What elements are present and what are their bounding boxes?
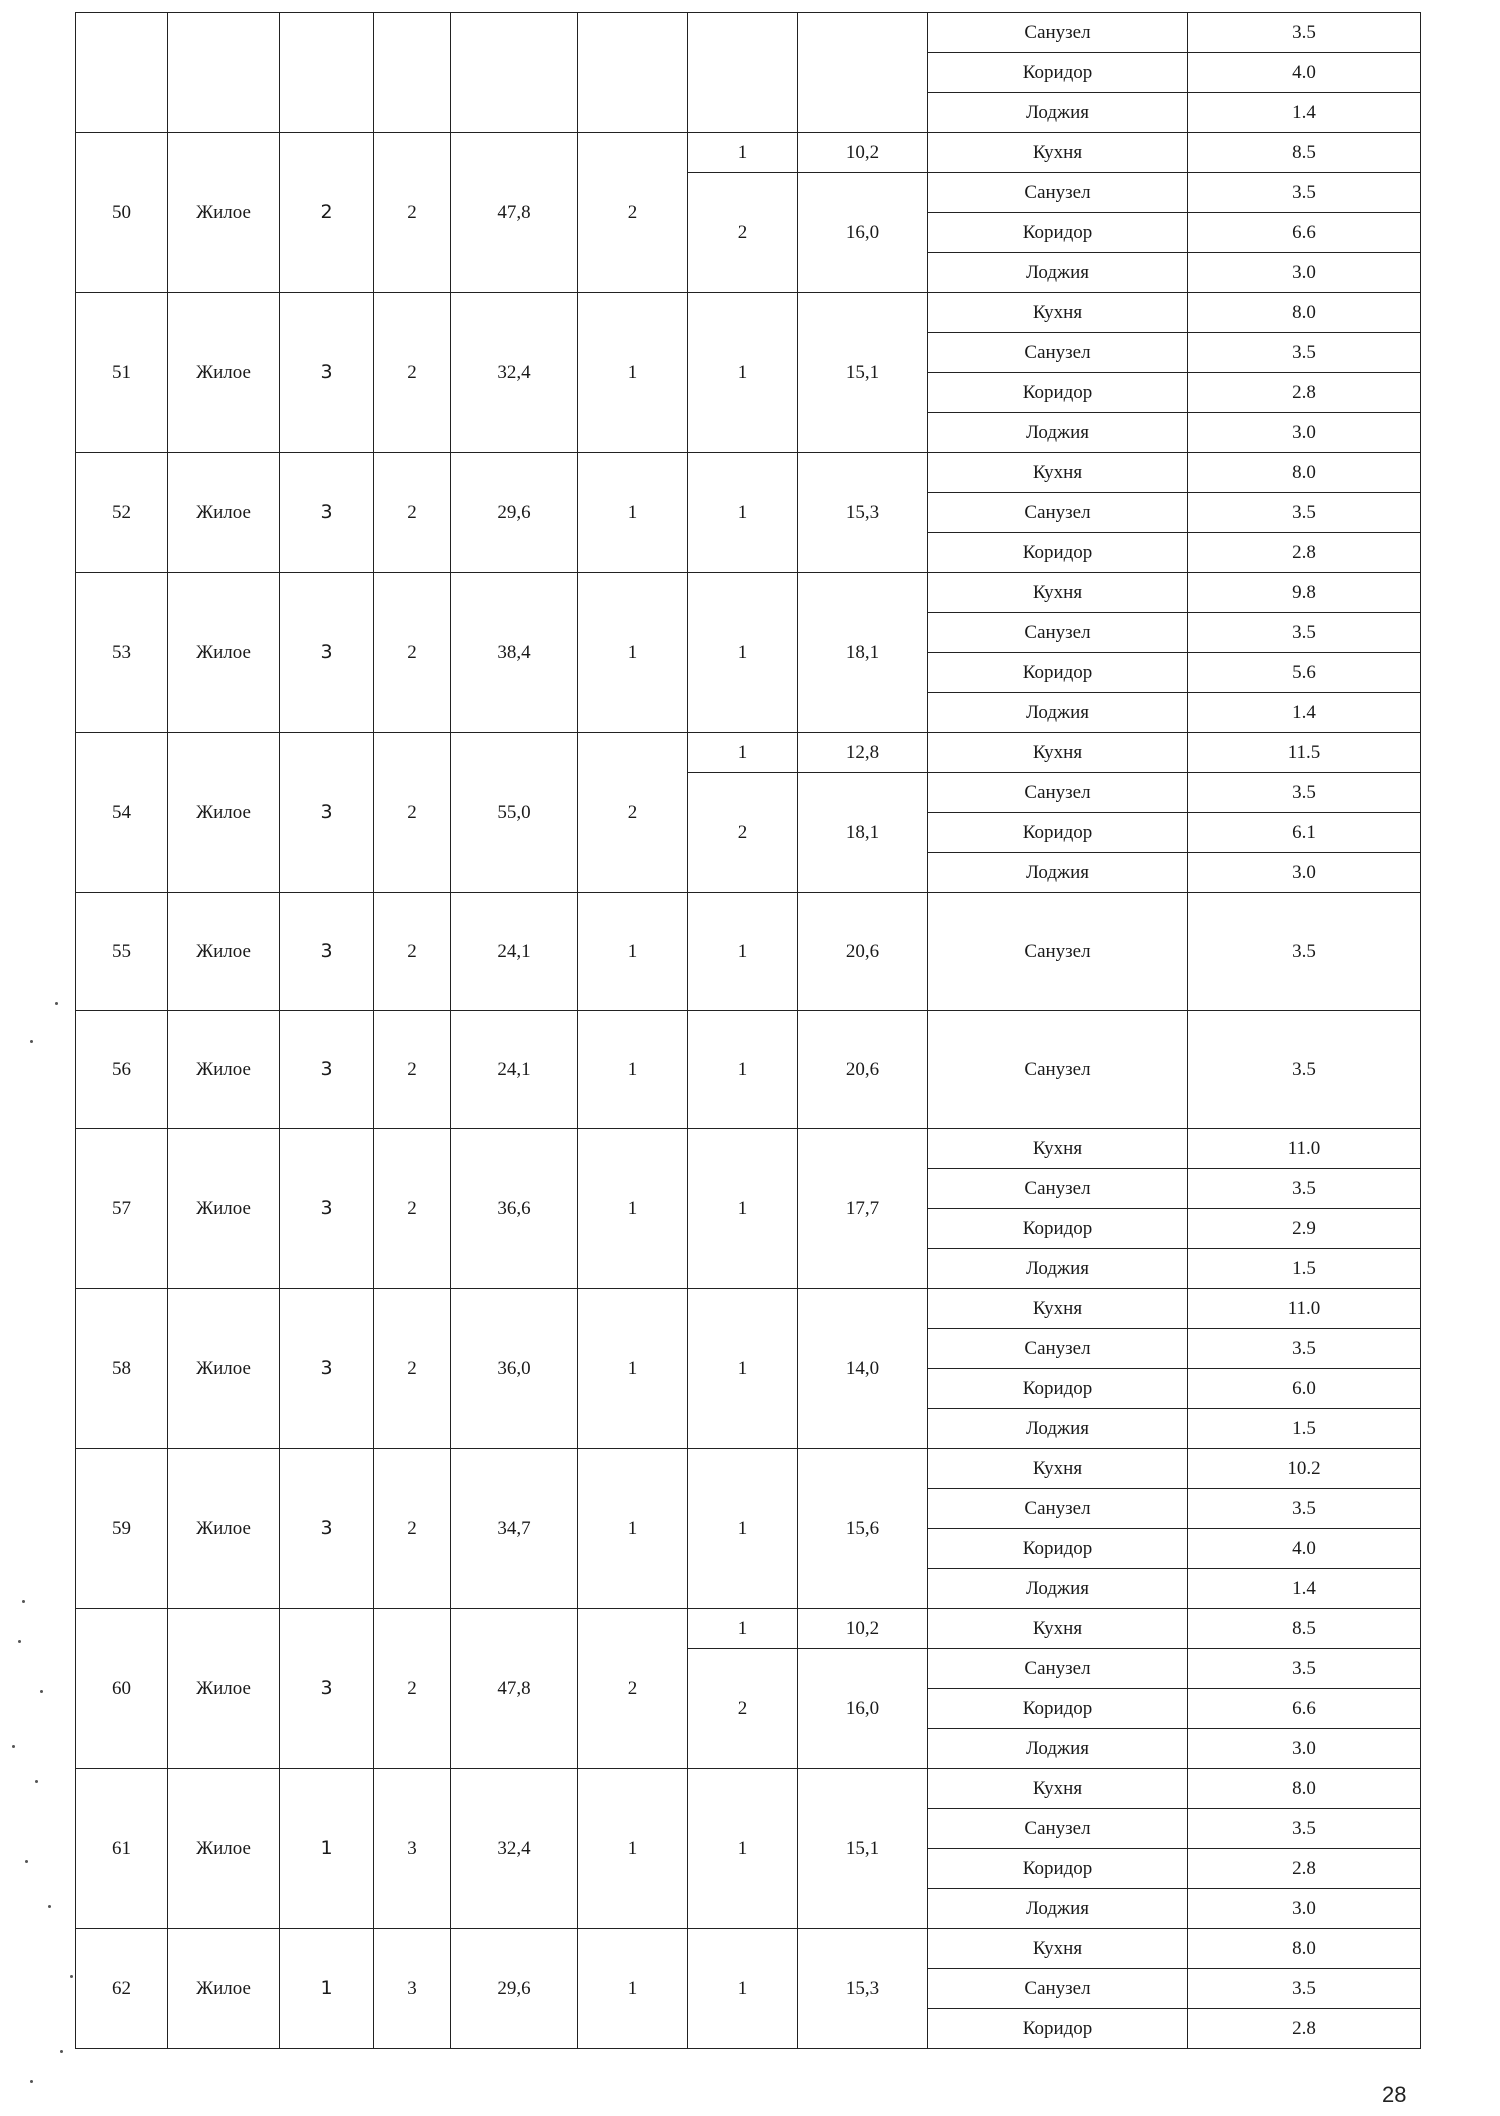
- living-room-area: 15,1: [798, 293, 928, 453]
- aux-room-name: Кухня: [928, 573, 1188, 613]
- living-room-number: 1: [688, 1129, 798, 1289]
- aux-room-area: 4.0: [1188, 1529, 1421, 1569]
- apartment-total-area: 47,8: [451, 1609, 578, 1769]
- aux-room-area: 3.5: [1188, 1011, 1421, 1129]
- apartment-total-area: 24,1: [451, 893, 578, 1011]
- aux-room-area: 3.5: [1188, 1489, 1421, 1529]
- apartment-rooms-count: 1: [578, 1289, 688, 1449]
- apartment-floor: 2: [374, 893, 451, 1011]
- aux-room-area: 3.5: [1188, 1809, 1421, 1849]
- aux-room-area: 6.1: [1188, 813, 1421, 853]
- aux-room-name: Санузел: [928, 173, 1188, 213]
- apartment-floor: 2: [374, 1011, 451, 1129]
- apartment-type: Жилое: [168, 1011, 280, 1129]
- living-room-number: 1: [688, 733, 798, 773]
- living-room-area: 18,1: [798, 773, 928, 893]
- living-room-area: 10,2: [798, 1609, 928, 1649]
- aux-room-area: 1.4: [1188, 1569, 1421, 1609]
- apartment-floor: 2: [374, 1609, 451, 1769]
- apartment-number: 57: [76, 1129, 168, 1289]
- living-room-number: 1: [688, 1011, 798, 1129]
- living-room-area: 20,6: [798, 893, 928, 1011]
- apartment-section: 3: [280, 1129, 374, 1289]
- living-room-number: 1: [688, 1929, 798, 2049]
- apartment-rooms-count: 1: [578, 893, 688, 1011]
- scan-speck: [12, 1745, 15, 1748]
- aux-room-name: Кухня: [928, 1609, 1188, 1649]
- aux-room-area: 8.0: [1188, 293, 1421, 333]
- apartment-floor: 3: [374, 1929, 451, 2049]
- scan-speck: [25, 1860, 28, 1863]
- aux-room-area: 3.5: [1188, 173, 1421, 213]
- apartment-section: 3: [280, 1011, 374, 1129]
- cell-section-empty: [280, 13, 374, 133]
- apartment-rooms-count: 1: [578, 1129, 688, 1289]
- aux-room-area: 11.0: [1188, 1289, 1421, 1329]
- apartment-section: 3: [280, 453, 374, 573]
- aux-room-name: Лоджия: [928, 1249, 1188, 1289]
- aux-room-name: Лоджия: [928, 1569, 1188, 1609]
- aux-room-name: Коридор: [928, 533, 1188, 573]
- scan-speck: [70, 1975, 73, 1978]
- aux-room-area: 1.5: [1188, 1409, 1421, 1449]
- table-row: [76, 1769, 1421, 1809]
- aux-room-area: 3.5: [1188, 493, 1421, 533]
- aux-room-name: Санузел: [928, 493, 1188, 533]
- apartment-rooms-count: 1: [578, 1011, 688, 1129]
- aux-room-name: Лоджия: [928, 413, 1188, 453]
- aux-room-area: 8.5: [1188, 1609, 1421, 1649]
- aux-room-name: Лоджия: [928, 693, 1188, 733]
- aux-room-name: Санузел: [928, 1649, 1188, 1689]
- aux-room-name: Лоджия: [928, 1409, 1188, 1449]
- aux-room-area: 2.8: [1188, 1849, 1421, 1889]
- apartment-rooms-count: 1: [578, 1449, 688, 1609]
- apartment-rooms-count: 1: [578, 1929, 688, 2049]
- apartment-total-area: 55,0: [451, 733, 578, 893]
- aux-room-area: 3.5: [1188, 1969, 1421, 2009]
- living-room-area: 17,7: [798, 1129, 928, 1289]
- apartment-total-area: 32,4: [451, 293, 578, 453]
- apartment-total-area: 29,6: [451, 1929, 578, 2049]
- scan-speck: [30, 1040, 33, 1043]
- apartment-total-area: 24,1: [451, 1011, 578, 1129]
- aux-room-area: 3.5: [1188, 1169, 1421, 1209]
- scan-speck: [22, 1600, 25, 1603]
- apartment-type: Жилое: [168, 1769, 280, 1929]
- cell-floor-empty: [374, 13, 451, 133]
- table-row: [76, 733, 1421, 773]
- living-room-number: 1: [688, 1289, 798, 1449]
- aux-room-area: 8.0: [1188, 1769, 1421, 1809]
- aux-room-name: Санузел: [928, 613, 1188, 653]
- scan-speck: [40, 1690, 43, 1693]
- apartment-type: Жилое: [168, 453, 280, 573]
- aux-room-area: 3.5: [1188, 13, 1421, 53]
- aux-room-name: Кухня: [928, 1449, 1188, 1489]
- apartment-section: 3: [280, 1449, 374, 1609]
- apartment-type: Жилое: [168, 733, 280, 893]
- apartment-section: 3: [280, 893, 374, 1011]
- aux-room-area: 3.5: [1188, 1649, 1421, 1689]
- apartment-floor: 2: [374, 133, 451, 293]
- scan-speck: [60, 2050, 63, 2053]
- aux-room-area: 3.0: [1188, 1889, 1421, 1929]
- aux-room-name: Коридор: [928, 813, 1188, 853]
- aux-room-name: Санузел: [928, 1489, 1188, 1529]
- apartment-type: Жилое: [168, 573, 280, 733]
- apartment-total-area: 36,6: [451, 1129, 578, 1289]
- aux-room-area: 5.6: [1188, 653, 1421, 693]
- aux-room-area: 2.8: [1188, 373, 1421, 413]
- aux-room-area: 1.4: [1188, 93, 1421, 133]
- aux-room-area: 8.0: [1188, 1929, 1421, 1969]
- apartment-rooms-count: 1: [578, 293, 688, 453]
- scan-speck: [30, 2080, 33, 2083]
- aux-room-area: 10.2: [1188, 1449, 1421, 1489]
- apartment-number: 50: [76, 133, 168, 293]
- apartment-total-area: 36,0: [451, 1289, 578, 1449]
- apartment-number: 59: [76, 1449, 168, 1609]
- aux-room-name: Коридор: [928, 1529, 1188, 1569]
- apartment-rooms-count: 1: [578, 453, 688, 573]
- apartment-section: 3: [280, 573, 374, 733]
- aux-room-name: Санузел: [928, 893, 1188, 1011]
- aux-room-name: Коридор: [928, 2009, 1188, 2049]
- apartment-type: Жилое: [168, 1129, 280, 1289]
- aux-room-name: Коридор: [928, 653, 1188, 693]
- living-room-number: 1: [688, 573, 798, 733]
- apartment-rooms-count: 1: [578, 573, 688, 733]
- apartment-floor: 2: [374, 1449, 451, 1609]
- cell-rooms-count-empty: [578, 13, 688, 133]
- table-row: [76, 893, 1421, 1011]
- aux-room-name: Лоджия: [928, 1729, 1188, 1769]
- living-room-number: 2: [688, 173, 798, 293]
- aux-room-name: Санузел: [928, 333, 1188, 373]
- apartment-floor: 2: [374, 293, 451, 453]
- apartment-total-area: 29,6: [451, 453, 578, 573]
- apartment-total-area: 38,4: [451, 573, 578, 733]
- aux-room-name: Коридор: [928, 1209, 1188, 1249]
- apartment-type: Жилое: [168, 1929, 280, 2049]
- aux-room-area: 1.4: [1188, 693, 1421, 733]
- apartment-number: 56: [76, 1011, 168, 1129]
- apartment-floor: 2: [374, 453, 451, 573]
- aux-room-name: Санузел: [928, 1169, 1188, 1209]
- aux-room-area: 8.5: [1188, 133, 1421, 173]
- table-row: [76, 13, 1421, 53]
- aux-room-area: 6.0: [1188, 1369, 1421, 1409]
- table-row: [76, 1449, 1421, 1489]
- apartment-section: 3: [280, 733, 374, 893]
- apartment-table-body: [76, 13, 1421, 2049]
- apartment-rooms-count: 1: [578, 1769, 688, 1929]
- living-room-number: 2: [688, 1649, 798, 1769]
- scan-speck: [48, 1905, 51, 1908]
- aux-room-name: Кухня: [928, 293, 1188, 333]
- apartment-table: [75, 12, 1421, 2049]
- living-room-number: 1: [688, 1769, 798, 1929]
- apartment-number: 55: [76, 893, 168, 1011]
- living-room-area: 15,3: [798, 1929, 928, 2049]
- apartment-total-area: 32,4: [451, 1769, 578, 1929]
- table-row: [76, 1289, 1421, 1329]
- apartment-rooms-count: 2: [578, 733, 688, 893]
- aux-room-name: Коридор: [928, 373, 1188, 413]
- apartment-type: Жилое: [168, 893, 280, 1011]
- apartment-number: 61: [76, 1769, 168, 1929]
- apartment-type: Жилое: [168, 133, 280, 293]
- aux-room-area: 3.0: [1188, 253, 1421, 293]
- page-number: 28: [1382, 2082, 1407, 2107]
- apartment-number: 54: [76, 733, 168, 893]
- aux-room-name: Санузел: [928, 1011, 1188, 1129]
- apartment-rooms-count: 2: [578, 1609, 688, 1769]
- aux-room-name: Лоджия: [928, 93, 1188, 133]
- aux-room-name: Санузел: [928, 13, 1188, 53]
- apartment-section: 3: [280, 1289, 374, 1449]
- aux-room-name: Коридор: [928, 1369, 1188, 1409]
- living-room-area: 14,0: [798, 1289, 928, 1449]
- aux-room-area: 3.5: [1188, 773, 1421, 813]
- living-room-area: 20,6: [798, 1011, 928, 1129]
- apartment-type: Жилое: [168, 1609, 280, 1769]
- apartment-number: 51: [76, 293, 168, 453]
- aux-room-name: Санузел: [928, 1329, 1188, 1369]
- living-room-area: 15,6: [798, 1449, 928, 1609]
- apartment-type: Жилое: [168, 1289, 280, 1449]
- aux-room-name: Кухня: [928, 733, 1188, 773]
- living-room-area: 16,0: [798, 173, 928, 293]
- aux-room-name: Кухня: [928, 1129, 1188, 1169]
- apartment-floor: 2: [374, 1289, 451, 1449]
- aux-room-area: 3.5: [1188, 1329, 1421, 1369]
- aux-room-name: Коридор: [928, 213, 1188, 253]
- aux-room-area: 3.5: [1188, 893, 1421, 1011]
- aux-room-area: 3.0: [1188, 853, 1421, 893]
- living-room-number: 1: [688, 893, 798, 1011]
- cell-type-empty: [168, 13, 280, 133]
- living-room-number: 2: [688, 773, 798, 893]
- living-room-area: 15,1: [798, 1769, 928, 1929]
- table-row: [76, 1011, 1421, 1129]
- living-room-area: 15,3: [798, 453, 928, 573]
- aux-room-name: Коридор: [928, 53, 1188, 93]
- apartment-section: 2: [280, 133, 374, 293]
- apartment-floor: 3: [374, 1769, 451, 1929]
- aux-room-area: 3.5: [1188, 613, 1421, 653]
- apartment-section: 1: [280, 1769, 374, 1929]
- scan-speck: [55, 1002, 58, 1005]
- scan-speck: [35, 1780, 38, 1783]
- aux-room-area: 11.0: [1188, 1129, 1421, 1169]
- table-row: [76, 1129, 1421, 1169]
- aux-room-name: Лоджия: [928, 1889, 1188, 1929]
- apartment-number: 53: [76, 573, 168, 733]
- aux-room-name: Кухня: [928, 1289, 1188, 1329]
- aux-room-area: 6.6: [1188, 1689, 1421, 1729]
- apartment-type: Жилое: [168, 1449, 280, 1609]
- aux-room-area: 6.6: [1188, 213, 1421, 253]
- living-room-number: 1: [688, 453, 798, 573]
- scan-speck: [18, 1640, 21, 1643]
- cell-no-empty: [76, 13, 168, 133]
- apartment-number: 52: [76, 453, 168, 573]
- apartment-number: 62: [76, 1929, 168, 2049]
- aux-room-area: 4.0: [1188, 53, 1421, 93]
- aux-room-name: Коридор: [928, 1689, 1188, 1729]
- cell-room-area-empty: [798, 13, 928, 133]
- aux-room-name: Санузел: [928, 1809, 1188, 1849]
- living-room-area: 18,1: [798, 573, 928, 733]
- aux-room-area: 3.0: [1188, 1729, 1421, 1769]
- apartment-section: 3: [280, 1609, 374, 1769]
- living-room-area: 10,2: [798, 133, 928, 173]
- aux-room-name: Кухня: [928, 1929, 1188, 1969]
- table-row: [76, 573, 1421, 613]
- apartment-rooms-count: 2: [578, 133, 688, 293]
- aux-room-name: Лоджия: [928, 253, 1188, 293]
- aux-room-area: 11.5: [1188, 733, 1421, 773]
- apartment-floor: 2: [374, 1129, 451, 1289]
- apartment-total-area: 47,8: [451, 133, 578, 293]
- living-room-number: 1: [688, 1449, 798, 1609]
- aux-room-area: 2.8: [1188, 2009, 1421, 2049]
- apartment-floor: 2: [374, 733, 451, 893]
- living-room-area: 16,0: [798, 1649, 928, 1769]
- aux-room-area: 2.9: [1188, 1209, 1421, 1249]
- aux-room-name: Лоджия: [928, 853, 1188, 893]
- living-room-area: 12,8: [798, 733, 928, 773]
- aux-room-area: 1.5: [1188, 1249, 1421, 1289]
- apartment-number: 60: [76, 1609, 168, 1769]
- apartment-type: Жилое: [168, 293, 280, 453]
- aux-room-name: Санузел: [928, 773, 1188, 813]
- apartment-section: 1: [280, 1929, 374, 2049]
- aux-room-name: Коридор: [928, 1849, 1188, 1889]
- apartment-floor: 2: [374, 573, 451, 733]
- table-row: [76, 1609, 1421, 1649]
- aux-room-name: Кухня: [928, 1769, 1188, 1809]
- aux-room-area: 3.5: [1188, 333, 1421, 373]
- aux-room-area: 2.8: [1188, 533, 1421, 573]
- apartment-section: 3: [280, 293, 374, 453]
- cell-room-no-empty: [688, 13, 798, 133]
- cell-total-area-empty: [451, 13, 578, 133]
- table-row: [76, 453, 1421, 493]
- living-room-number: 1: [688, 133, 798, 173]
- living-room-number: 1: [688, 1609, 798, 1649]
- aux-room-name: Санузел: [928, 1969, 1188, 2009]
- aux-room-area: 8.0: [1188, 453, 1421, 493]
- table-row: [76, 293, 1421, 333]
- living-room-number: 1: [688, 293, 798, 453]
- table-row: [76, 1929, 1421, 1969]
- aux-room-name: Кухня: [928, 133, 1188, 173]
- table-row: [76, 133, 1421, 173]
- apartment-number: 58: [76, 1289, 168, 1449]
- apartment-total-area: 34,7: [451, 1449, 578, 1609]
- aux-room-area: 9.8: [1188, 573, 1421, 613]
- aux-room-name: Кухня: [928, 453, 1188, 493]
- aux-room-area: 3.0: [1188, 413, 1421, 453]
